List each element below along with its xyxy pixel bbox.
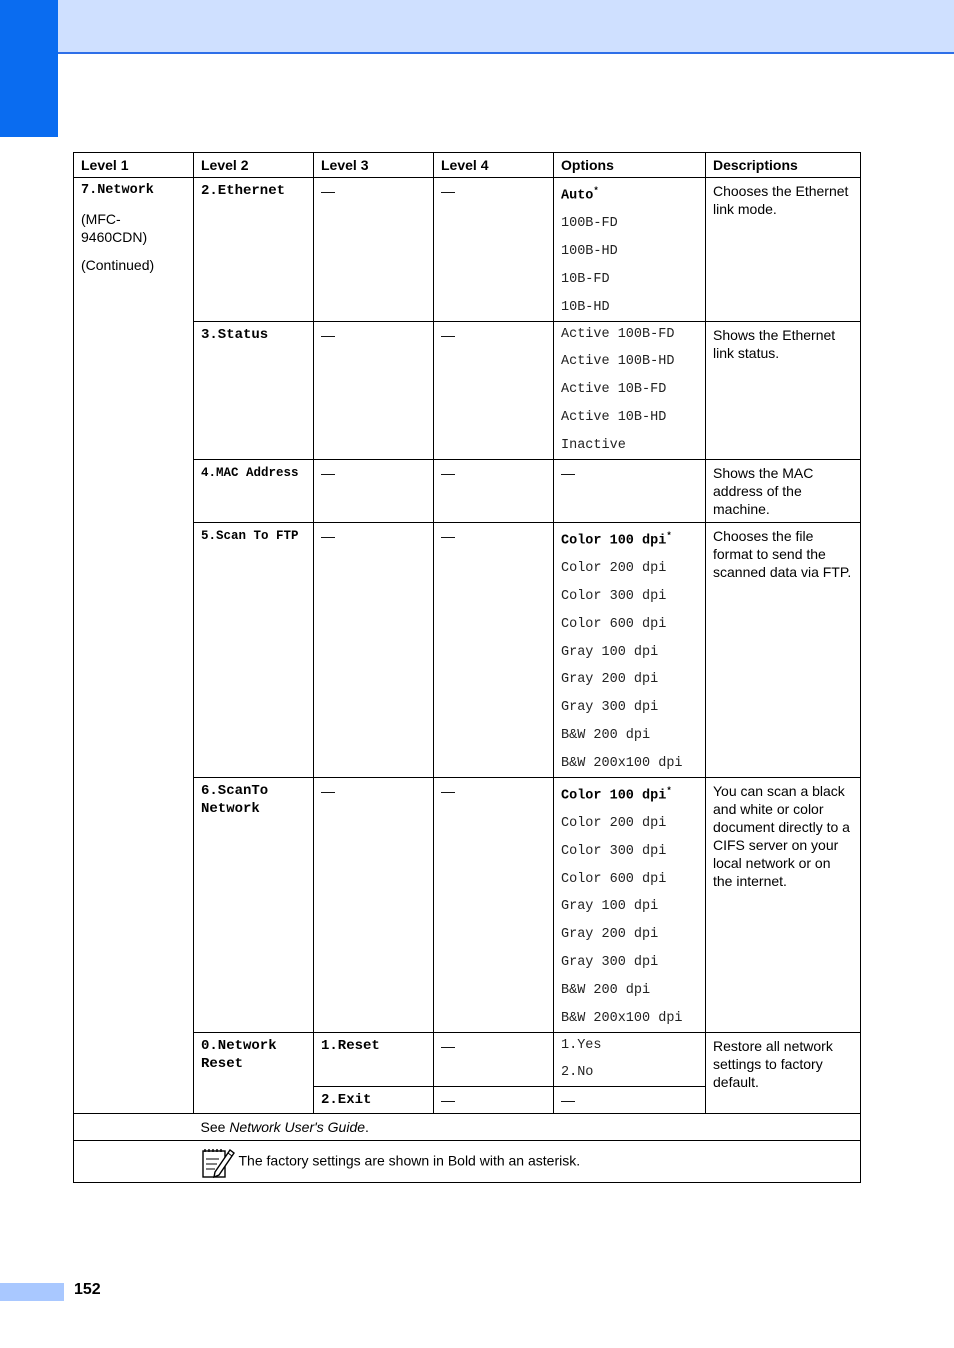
option-item: Active 100B-FD [561,326,675,342]
option-item: 10B-FD [561,271,610,287]
option-item: Color 600 dpi [561,871,667,887]
option-item: B&W 200x100 dpi [561,755,683,771]
option-item: Gray 200 dpi [561,927,659,943]
see-guide-row [74,1114,861,1141]
note-row [74,1141,861,1183]
header-band [58,0,954,54]
description-cell: Restore all network settings to factory default. [706,1032,861,1114]
options-cell [554,1032,706,1087]
option-item: Color 200 dpi [561,816,667,832]
col-level3-header: Level 3 [314,153,434,178]
level3-cell: — [314,459,434,522]
level3-cell: — [314,522,434,777]
level1-code: 7.Network [81,183,154,198]
level4-cell: — [434,459,554,522]
options-cell: — [554,459,706,522]
level3-reset: 1.Reset [314,1032,434,1087]
option-item: 1.Yes [561,1037,602,1053]
option-item: 2.No [561,1065,594,1081]
description-cell: Shows the MAC address of the machine. [706,459,861,522]
table-header-row [74,153,861,178]
level1-continued: (Continued) [81,257,155,273]
col-level4-header: Level 4 [434,153,554,178]
level3-cell: — [314,777,434,1032]
memo-pencil-icon [201,1145,235,1179]
description-cell: You can scan a black and white or color document directly to a CIFS server on your local network or on the internet. [706,777,861,1032]
options-cell: — [554,1087,706,1114]
option-item: Gray 200 dpi [561,672,659,688]
option-item: Active 10B-HD [561,410,667,426]
option-item: Color 600 dpi [561,616,667,632]
option-item: Color 200 dpi [561,561,667,577]
option-default: Auto* [561,186,599,204]
level4-cell: — [434,178,554,322]
chapter-tab [0,0,58,137]
level1-cell [74,178,194,1114]
option-default: Color 100 dpi* [561,785,672,804]
option-default: Color 100 dpi* [561,530,672,549]
page-number-strip [0,1283,64,1301]
level3-exit: 2.Exit [314,1087,434,1114]
options-cell [554,777,706,1032]
see-guide-text: See Network User's Guide. [194,1114,861,1141]
level4-cell: — [434,1032,554,1087]
description-cell: Chooses the Ethernet link mode. [706,178,861,322]
level3-cell: — [314,321,434,459]
level2-status: 3.Status [194,321,314,459]
description-cell: Shows the Ethernet link status. [706,321,861,459]
option-item: Active 10B-FD [561,382,667,398]
options-cell [554,522,706,777]
level4-cell: — [434,1087,554,1114]
level2-network-reset: 0.Network Reset [194,1032,314,1114]
col-level1-header: Level 1 [74,153,194,178]
option-item: Color 300 dpi [561,843,667,859]
options-cell [554,178,706,322]
note-cell [194,1141,861,1183]
menu-table [73,152,861,1183]
option-item: Gray 300 dpi [561,700,659,716]
table-row [74,178,861,322]
level3-cell: — [314,178,434,322]
level4-cell: — [434,321,554,459]
options-cell [554,321,706,459]
page-number: 152 [74,1281,101,1298]
level4-cell: — [434,777,554,1032]
option-item: Inactive [561,437,626,453]
level1-model: (MFC-9460CDN) [81,211,148,245]
col-level2-header: Level 2 [194,153,314,178]
option-item: 100B-FD [561,216,618,232]
option-item: 10B-HD [561,299,610,315]
option-item: 100B-HD [561,244,618,260]
level2-mac-address: 4.MAC Address [194,459,314,522]
level2-scan-to-ftp: 5.Scan To FTP [194,522,314,777]
option-item: B&W 200 dpi [561,982,651,998]
col-descriptions-header: Descriptions [706,153,861,178]
option-item: B&W 200x100 dpi [561,1010,683,1026]
guide-link[interactable]: Network User's Guide [229,1119,366,1136]
note-text: The factory settings are shown in Bold with an asterisk. [238,1152,581,1169]
option-item: Gray 100 dpi [561,644,659,660]
option-item: Gray 100 dpi [561,899,659,915]
level2-scanto-network: 6.ScanTo Network [194,777,314,1032]
option-item: B&W 200 dpi [561,727,651,743]
col-options-header: Options [554,153,706,178]
option-item: Color 300 dpi [561,588,667,604]
option-item: Gray 300 dpi [561,955,659,971]
description-cell: Chooses the file format to send the scanned data via FTP. [706,522,861,777]
level4-cell: — [434,522,554,777]
option-item: Active 100B-HD [561,354,675,370]
level2-ethernet: 2.Ethernet [194,178,314,322]
